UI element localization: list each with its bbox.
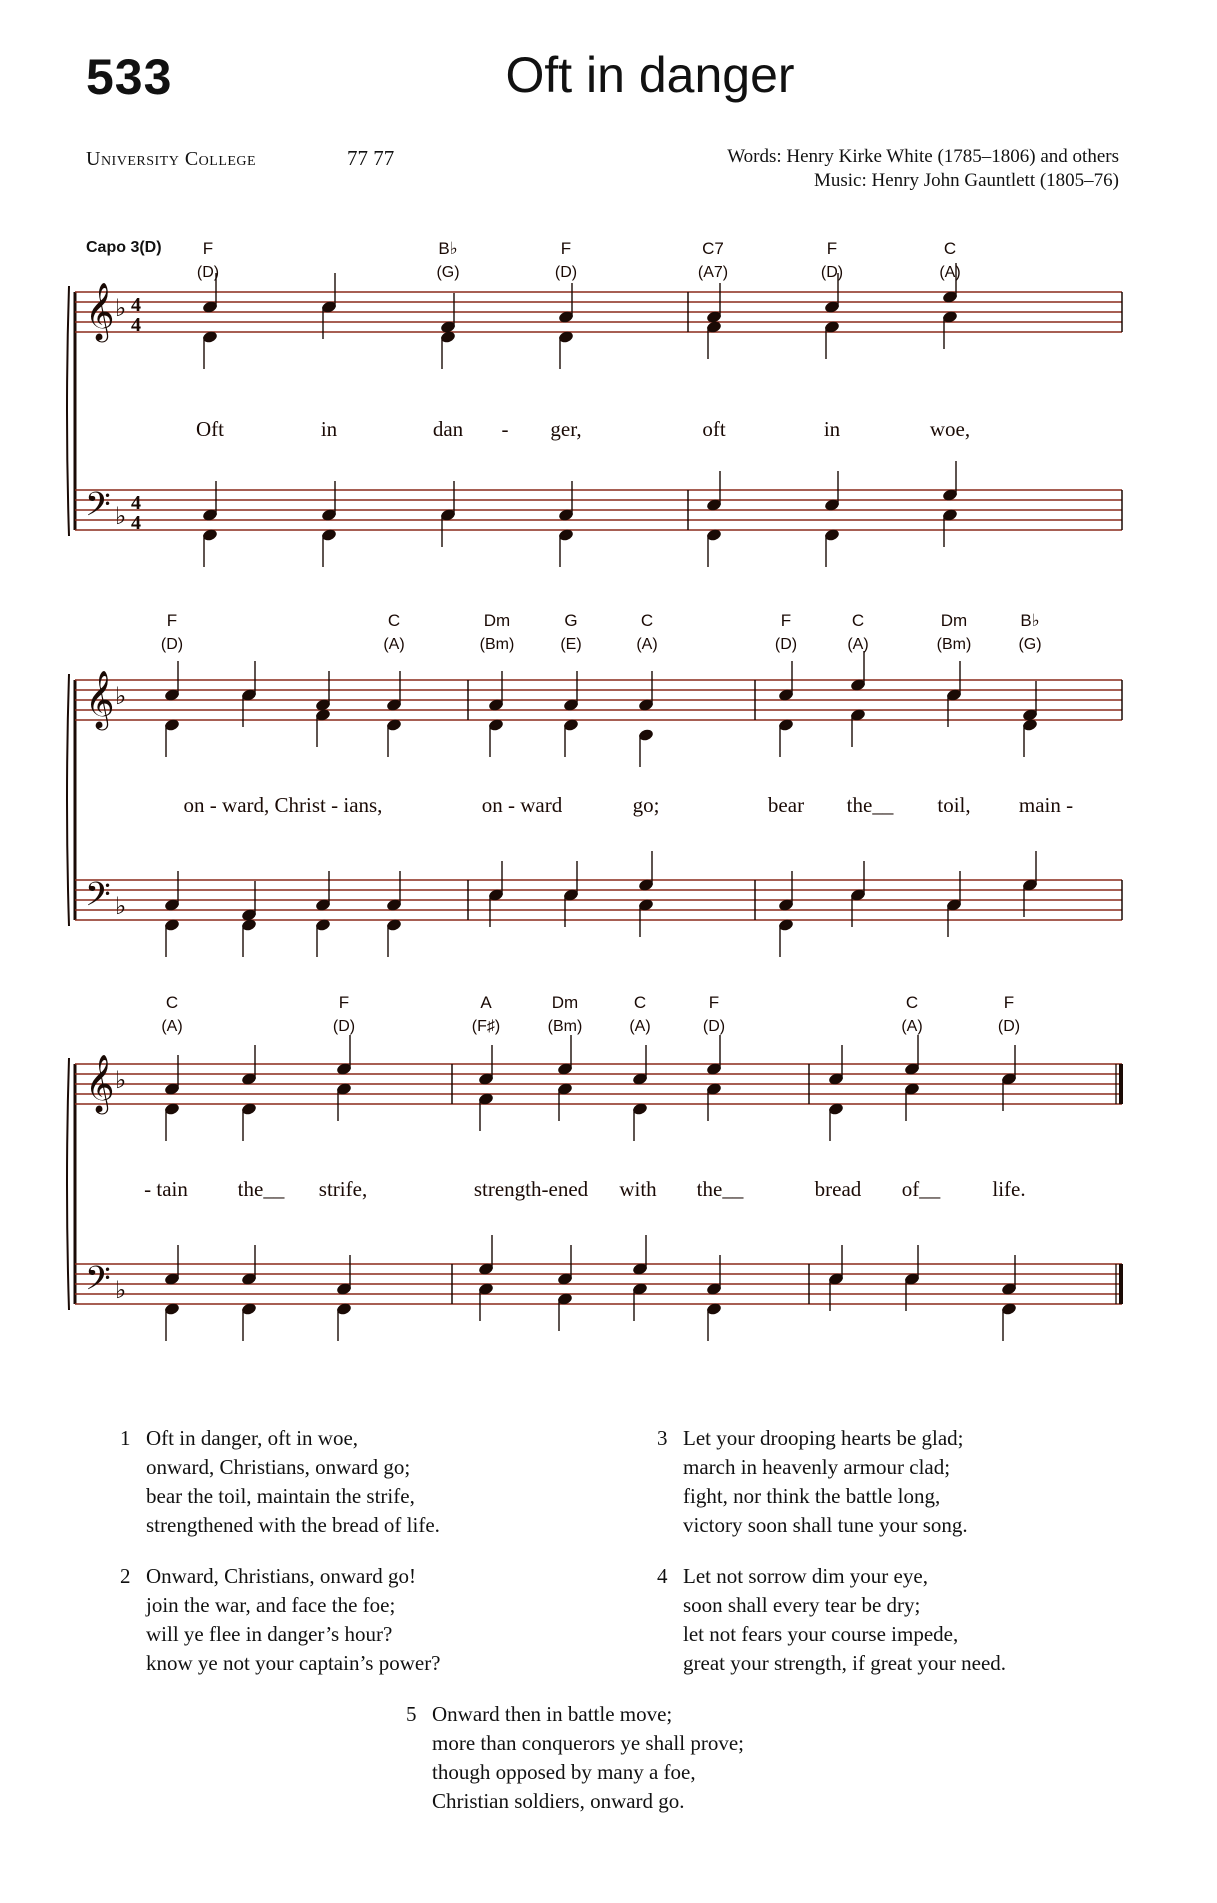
- chord-symbol: C: [851, 611, 865, 630]
- lyric-syllable: Oft: [196, 417, 224, 441]
- chord-symbol: F: [708, 993, 720, 1012]
- capo-chord: (A): [629, 1018, 651, 1035]
- verse-number: 2: [120, 1564, 131, 1588]
- key-signature-flat: ♭: [115, 682, 127, 710]
- verse-line: onward, Christians, onward go;: [146, 1455, 411, 1479]
- capo-chord: (A): [939, 264, 961, 281]
- lyric-syllable: on - ward: [481, 793, 563, 817]
- chord-symbol: C: [633, 993, 647, 1012]
- capo-chord: (F♯): [471, 1018, 501, 1035]
- chord-symbol: C: [905, 993, 919, 1012]
- chord-symbol: F: [1003, 993, 1015, 1012]
- lyric-syllable: - tain: [144, 1177, 188, 1201]
- brace: [67, 1058, 69, 1310]
- verse-line: great your strength, if great your need.: [683, 1651, 1007, 1675]
- chord-symbol: Dm: [940, 611, 968, 630]
- chord-symbol: Dm: [551, 993, 579, 1012]
- verse-4: [657, 1562, 1007, 1678]
- verse-number: 1: [120, 1426, 131, 1450]
- capo-chord: (A): [901, 1018, 923, 1035]
- chord-symbol: C: [387, 611, 401, 630]
- verse-line: march in heavenly armour clad;: [683, 1455, 951, 1479]
- chord-symbol: A: [480, 993, 492, 1012]
- lyric-syllable: dan: [432, 417, 464, 441]
- bass-clef: 𝄢: [85, 486, 111, 532]
- lyric-syllable: the__: [237, 1177, 285, 1201]
- capo-indication: Capo 3(D): [86, 239, 162, 256]
- chord-symbol: F: [826, 239, 838, 258]
- capo-chord: (Bm): [936, 636, 972, 653]
- lyric-syllable: in: [320, 417, 338, 441]
- lyric-syllable: bear: [767, 793, 805, 817]
- verse-3: [657, 1424, 968, 1540]
- words-credit: Words: Henry Kirke White (1785–1806) and others: [727, 146, 1119, 167]
- verse-1: [120, 1424, 440, 1540]
- chord-symbol: B♭: [1020, 611, 1040, 630]
- time-signature: 4: [131, 492, 141, 514]
- lyric-syllable: life.: [992, 1177, 1026, 1201]
- capo-chord: (A7): [697, 264, 729, 281]
- treble-clef: 𝄞: [85, 282, 115, 340]
- verse-line: more than conquerors ye shall prove;: [432, 1731, 744, 1755]
- capo-chord: (Bm): [479, 636, 515, 653]
- time-signature: 4: [131, 512, 141, 534]
- lyric-syllable: woe,: [929, 417, 971, 441]
- hymn-title: Oft in danger: [505, 47, 795, 103]
- verse-line: Christian soldiers, onward go.: [432, 1789, 685, 1813]
- verse-line: let not fears your course impede,: [683, 1622, 959, 1646]
- verse-number: 5: [406, 1702, 417, 1726]
- verse-line: victory soon shall tune your song.: [683, 1513, 968, 1537]
- key-signature-flat: ♭: [115, 294, 127, 322]
- treble-clef: 𝄞: [85, 1054, 115, 1112]
- tune-name: University College: [86, 148, 257, 170]
- verse-line: Onward then in battle move;: [432, 1702, 673, 1726]
- verse-line: will ye flee in danger’s hour?: [146, 1622, 393, 1646]
- lyric-syllable: the__: [696, 1177, 744, 1201]
- chord-symbol: B♭: [438, 239, 458, 258]
- chord-symbol: Dm: [483, 611, 511, 630]
- chord-symbol: F: [166, 611, 178, 630]
- capo-chord: (G): [436, 264, 460, 281]
- lyric-syllable: in: [823, 417, 841, 441]
- lyric-syllable: strength-ened: [473, 1177, 589, 1201]
- verse-line: Let not sorrow dim your eye,: [683, 1564, 928, 1588]
- lyric-syllable: with: [619, 1177, 657, 1201]
- verse-line: bear the toil, maintain the strife,: [146, 1484, 415, 1508]
- capo-chord: (D): [554, 264, 578, 281]
- verse-5: [406, 1700, 744, 1816]
- key-signature-flat: ♭: [115, 892, 127, 920]
- lyric-syllable: the__: [846, 793, 894, 817]
- final-barline: [1119, 1064, 1123, 1104]
- chord-symbol: F: [338, 993, 350, 1012]
- verse-line: though opposed by many a foe,: [432, 1760, 696, 1784]
- hymn-number: 533: [86, 49, 173, 105]
- capo-chord: (A): [636, 636, 658, 653]
- chord-symbol: C: [165, 993, 179, 1012]
- brace: [67, 286, 69, 536]
- meter: 77 77: [347, 146, 395, 170]
- chord-symbol: C: [640, 611, 654, 630]
- verse-line: join the war, and face the foe;: [146, 1593, 396, 1617]
- lyric-syllable: bread: [814, 1177, 862, 1201]
- verse-line: strengthened with the bread of life.: [146, 1513, 440, 1537]
- capo-chord: (D): [196, 264, 220, 281]
- capo-chord: (D): [332, 1018, 356, 1035]
- verse-number: 4: [657, 1564, 668, 1588]
- capo-chord: (D): [997, 1018, 1021, 1035]
- capo-chord: (Bm): [547, 1018, 583, 1035]
- lyric-syllable: strife,: [318, 1177, 368, 1201]
- capo-chord: (G): [1018, 636, 1042, 653]
- capo-chord: (D): [820, 264, 844, 281]
- chord-symbol: C: [943, 239, 957, 258]
- brace: [67, 674, 69, 926]
- chord-symbol: F: [202, 239, 214, 258]
- lyric-syllable: main -: [1018, 793, 1074, 817]
- key-signature-flat: ♭: [115, 1276, 127, 1304]
- key-signature-flat: ♭: [115, 1066, 127, 1094]
- lyric-syllable: toil,: [937, 793, 971, 817]
- time-signature: 4: [131, 314, 141, 336]
- chord-symbol: F: [560, 239, 572, 258]
- lyric-syllable: -: [501, 417, 509, 441]
- verse-line: fight, nor think the battle long,: [683, 1484, 941, 1508]
- lyric-syllable: on - ward, Christ - ians,: [183, 793, 383, 817]
- capo-chord: (E): [560, 636, 582, 653]
- capo-chord: (A): [161, 1018, 183, 1035]
- verse-line: Onward, Christians, onward go!: [146, 1564, 417, 1588]
- lyric-syllable: go;: [632, 793, 660, 817]
- bass-clef: 𝄢: [85, 1260, 111, 1306]
- lyric-syllable: of__: [901, 1177, 941, 1201]
- time-signature: 4: [131, 294, 141, 316]
- key-signature-flat: ♭: [115, 502, 127, 530]
- final-barline: [1119, 1264, 1123, 1304]
- treble-clef: 𝄞: [85, 670, 115, 728]
- verse-line: know ye not your captain’s power?: [146, 1651, 441, 1675]
- music-credit: Music: Henry John Gauntlett (1805–76): [813, 170, 1119, 191]
- capo-chord: (A): [383, 636, 405, 653]
- verse-line: Let your drooping hearts be glad;: [683, 1426, 964, 1450]
- chord-symbol: F: [780, 611, 792, 630]
- verse-line: soon shall every tear be dry;: [683, 1593, 921, 1617]
- bass-clef: 𝄢: [85, 876, 111, 922]
- lyric-syllable: ger,: [550, 417, 582, 441]
- capo-chord: (D): [160, 636, 184, 653]
- verse-line: Oft in danger, oft in woe,: [146, 1426, 359, 1450]
- chord-symbol: G: [564, 611, 578, 630]
- verse-2: [120, 1562, 441, 1678]
- chord-symbol: C7: [702, 239, 724, 258]
- capo-chord: (A): [847, 636, 869, 653]
- lyric-syllable: oft: [702, 417, 726, 441]
- verse-number: 3: [657, 1426, 668, 1450]
- capo-chord: (D): [702, 1018, 726, 1035]
- capo-chord: (D): [774, 636, 798, 653]
